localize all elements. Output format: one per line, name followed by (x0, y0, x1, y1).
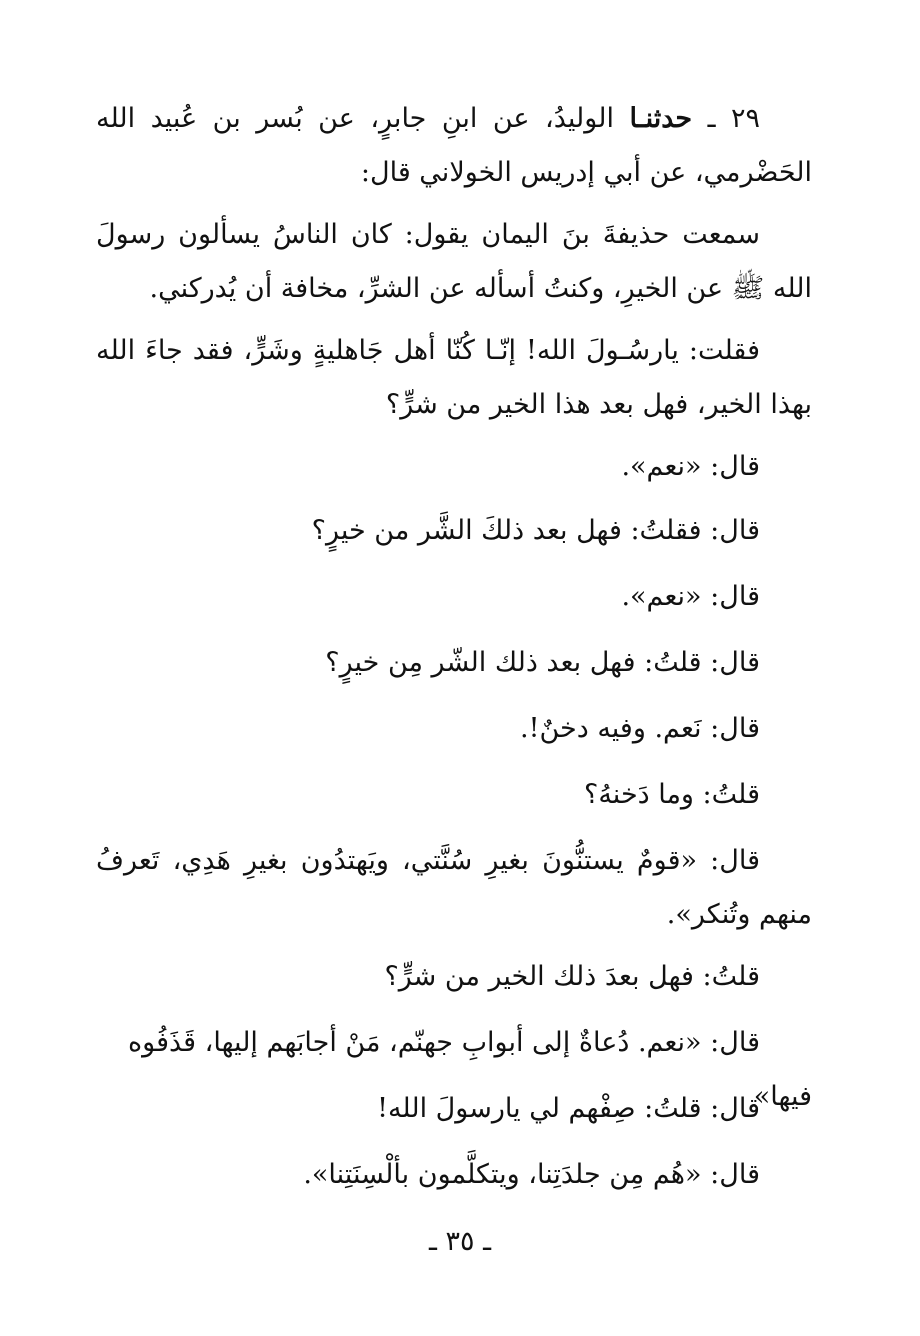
paragraph-2: فقلت: يارسُـولَ الله! إنّـا كُنّا أهل جَاهليةٍ وشَرٍّ، فقد جاءَ الله بهذا الخير، فهل بعد هذا الخير من شرٍّ؟ (96, 335, 812, 420)
narration-lead-word: حدثنـا (629, 103, 693, 134)
paragraph-8: قلتُ: وما دَخنهُ؟ (583, 779, 760, 810)
paragraph-3: قال: «نعم». (621, 451, 760, 482)
paragraph-10: قلتُ: فهل بعدَ ذلك الخير من شرٍّ؟ (384, 961, 760, 992)
isnad-text: الوليدُ، عن ابنِ جابرٍ، عن بُسر بن عُبيد الله الحَضْرمي، عن أبي إدريس الخولاني قال: (96, 103, 812, 188)
page-number: ـ ٣٥ ـ (428, 1226, 491, 1257)
paragraph-12: قال: قلتُ: صِفْهم لي يارسولَ الله! (377, 1093, 760, 1124)
paragraph-9: قال: «قومٌ يستنُّونَ بغيرِ سُنَّتي، ويَهتدُون بغيرِ هَدِي، تَعرفُ منهم وتُنكر». (96, 845, 812, 930)
paragraph-4: قال: فقلتُ: فهل بعد ذلكَ الشَّر من خيرٍ؟ (311, 515, 760, 546)
hadith-number: ٢٩ ـ (707, 103, 760, 134)
paragraph-1: سمعت حذيفةَ بنَ اليمان يقول: كان الناسُ يسألون رسولَ الله ﷺ عن الخيرِ، وكنتُ أسأله عن الشرِّ، مخافة أن يُدركني. (96, 219, 812, 304)
paragraph-11: قال: «نعم. دُعاةٌ إلى أبوابِ جهنّم، مَنْ أجابَهم إليها، قَذَفُوه فيها» (128, 1027, 812, 1112)
paragraph-6: قال: قلتُ: فهل بعد ذلك الشّر مِن خيرٍ؟ (325, 647, 760, 678)
paragraph-isnad (96, 92, 812, 200)
paragraph-13: قال: «هُم مِن جلدَتِنا، ويتكلَّمون بألْسِنَتِنا». (303, 1159, 760, 1190)
paragraph-5: قال: «نعم». (621, 581, 760, 612)
paragraph-7: قال: نَعم. وفيه دخنٌ!. (520, 713, 760, 744)
